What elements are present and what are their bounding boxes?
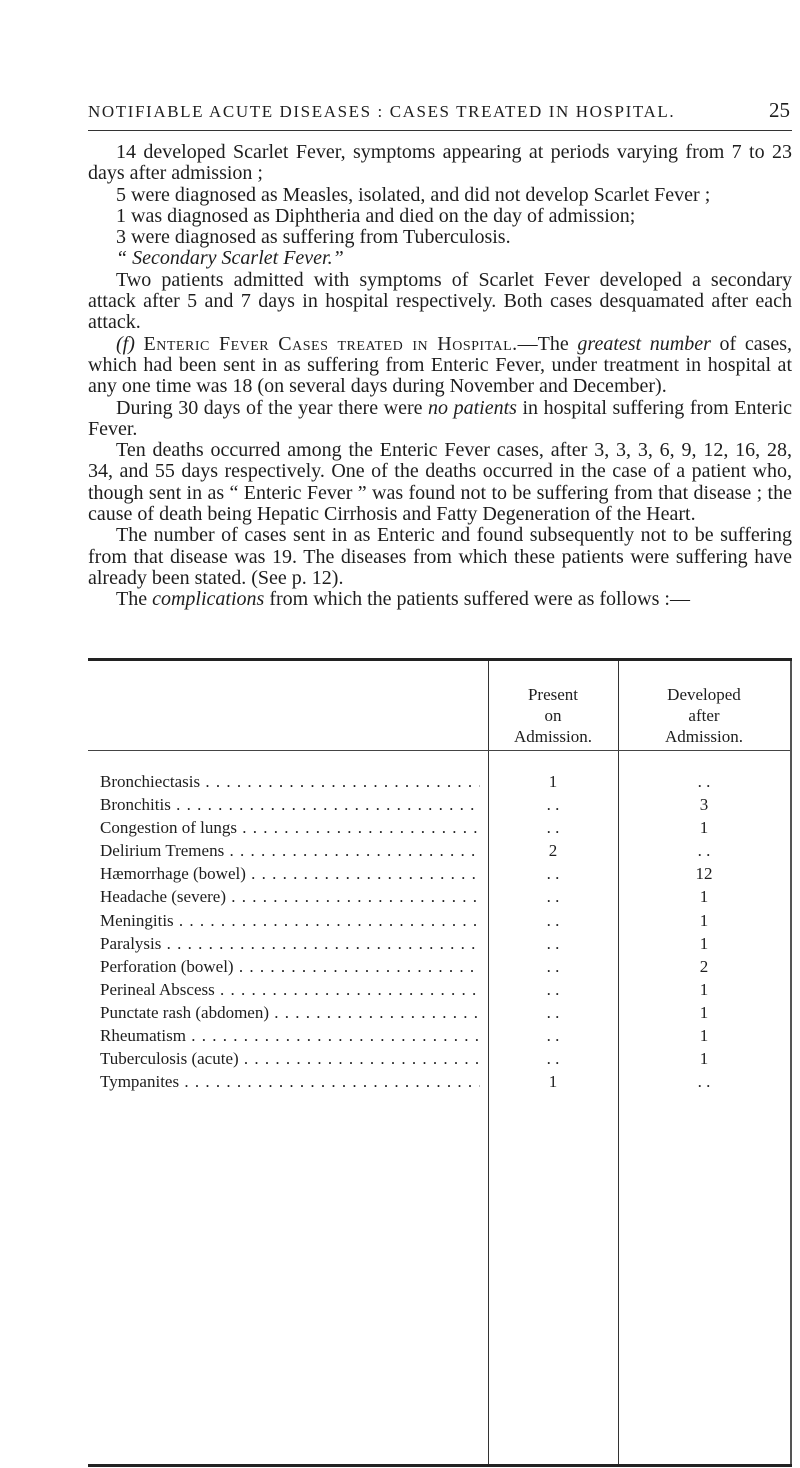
complication-name: Congestion of lungs . . . bbox=[100, 816, 480, 839]
present-on-admission: . . bbox=[546, 979, 560, 999]
table-row bbox=[88, 770, 790, 793]
paragraph-secondary-scarlet: Two patients admitted with symptoms of Scarlet Fever developed a secondary attack after 5 and 7 days in hospital respectively. Both cases desquamated after each attack. bbox=[88, 268, 792, 334]
table-row bbox=[88, 1047, 790, 1070]
complication-name: Bronchiectasis . . . bbox=[100, 770, 480, 793]
present-on-admission: . . bbox=[546, 1049, 560, 1069]
complication-name: Punctate rash (abdomen) . . . bbox=[100, 1001, 480, 1024]
table-row bbox=[88, 1024, 790, 1047]
table-top-rule bbox=[88, 658, 792, 661]
table-row bbox=[88, 862, 790, 885]
developed-after-admission: 1 bbox=[699, 979, 709, 999]
page-number: 25 bbox=[769, 98, 790, 122]
complication-name: Tuberculosis (acute) . . . bbox=[100, 1047, 480, 1070]
complications-text-start: The bbox=[116, 588, 148, 611]
paragraph-measles: 5 were diagnosed as Measles, isolated, and did not develop Scarlet Fever ; bbox=[116, 183, 711, 206]
table-bottom-rule bbox=[88, 1464, 792, 1467]
developed-after-admission: 1 bbox=[699, 1026, 709, 1046]
complication-name: Meningitis . . . bbox=[100, 909, 480, 932]
developed-after-admission: 12 bbox=[695, 864, 713, 884]
present-on-admission: 1 bbox=[548, 1072, 558, 1092]
emphasis-complications: complications bbox=[152, 588, 265, 611]
complication-name: Headache (severe) . . . bbox=[100, 885, 480, 908]
developed-after-admission: 2 bbox=[699, 956, 709, 976]
present-on-admission: . . bbox=[546, 887, 560, 907]
table-row bbox=[88, 793, 790, 816]
header-rule bbox=[88, 130, 792, 131]
header-line: after bbox=[688, 706, 720, 725]
complication-name: Delirium Tremens . . . bbox=[100, 839, 480, 862]
complications-text-end: from which the patients suffered were as follows :— bbox=[269, 588, 690, 611]
paragraph-no-patients bbox=[88, 398, 792, 441]
developed-after-admission: . . bbox=[697, 841, 711, 861]
table-row bbox=[88, 909, 790, 932]
paragraph-misdiagnosed: The number of cases sent in as Enteric and found subsequently not to be suffering from that disease was 19. The diseases from which these patients were suffering have already been stated. (See p. 12). bbox=[88, 524, 792, 589]
emphasis-greatest-number: greatest number bbox=[577, 332, 711, 355]
present-on-admission: . . bbox=[546, 910, 560, 930]
section-dash: —The bbox=[517, 332, 569, 355]
paragraph-scarlet-developed: 14 developed Scarlet Fever, symptoms appearing at periods varying from 7 to 23 days after admission ; bbox=[88, 141, 792, 185]
emphasis-no-patients: no patients bbox=[428, 396, 517, 419]
present-on-admission: . . bbox=[546, 956, 560, 976]
header-separator bbox=[88, 750, 790, 751]
section-letter: (f) bbox=[116, 332, 135, 355]
complication-name: Perforation (bowel) . . . bbox=[100, 955, 480, 978]
present-on-admission: . . bbox=[546, 933, 560, 953]
developed-after-admission: 1 bbox=[699, 933, 709, 953]
developed-after-admission: . . bbox=[697, 1072, 711, 1092]
running-title: NOTIFIABLE ACUTE DISEASES : CASES TREATED IN HOSPITAL. bbox=[88, 102, 676, 121]
header-line: Admission. bbox=[665, 727, 743, 746]
developed-after-admission: 1 bbox=[699, 818, 709, 838]
table-row bbox=[88, 885, 790, 908]
table-row bbox=[88, 1070, 790, 1093]
column-header-developed bbox=[618, 684, 790, 747]
paragraph-deaths: Ten deaths occurred among the Enteric Fever cases, after 3, 3, 3, 6, 9, 12, 16, 28, 34, and 55 days respectively. One of the deaths occurred in the case of a patient who, though sent in as “ Enteric Fever ” was found not to be suffering from that disease ; the cause of death being Hepatic Cirrhosis and Fatty Degeneration of the Heart. bbox=[88, 439, 792, 526]
table-row bbox=[88, 955, 790, 978]
present-on-admission: 1 bbox=[548, 772, 558, 791]
header-line: Developed bbox=[667, 685, 741, 704]
header-line: on bbox=[544, 706, 562, 725]
developed-after-admission: 1 bbox=[699, 910, 709, 930]
table-row bbox=[88, 932, 790, 955]
paragraph-complications bbox=[88, 589, 792, 610]
developed-after-admission: 1 bbox=[699, 887, 709, 907]
section-heading: Enteric Fever Cases treated in Hospital. bbox=[143, 332, 518, 355]
table-right-edge bbox=[790, 661, 792, 1464]
complication-name: Rheumatism . . . bbox=[100, 1024, 480, 1047]
present-on-admission: 2 bbox=[548, 841, 558, 861]
present-on-admission: . . bbox=[546, 795, 560, 815]
table-row bbox=[88, 978, 790, 1001]
developed-after-admission: 1 bbox=[699, 1002, 709, 1022]
running-head bbox=[88, 98, 792, 128]
complication-name: Paralysis . . . bbox=[100, 932, 480, 955]
present-on-admission: . . bbox=[546, 818, 560, 838]
paragraph-diphtheria: 1 was diagnosed as Diphtheria and died on the day of admission; bbox=[116, 204, 636, 227]
developed-after-admission: . . bbox=[697, 772, 711, 791]
paragraph-tuberculosis: 3 were diagnosed as suffering from Tuberculosis. bbox=[116, 226, 511, 249]
complication-name: Perineal Abscess . . . bbox=[100, 978, 480, 1001]
subheading-secondary-scarlet: “ Secondary Scarlet Fever.” bbox=[116, 247, 344, 270]
during-text-start: During 30 days of the year there were bbox=[116, 396, 423, 419]
header-line: Present bbox=[527, 685, 579, 704]
table-body bbox=[88, 770, 790, 1093]
header-line: Admission. bbox=[514, 727, 592, 746]
enteric-para-text: of cases, which had been sent in as suffering from Enteric Fever, under treatment in hospital at any one time was 18 (on several days during November and December). bbox=[88, 332, 793, 398]
table-row bbox=[88, 839, 790, 862]
present-on-admission: . . bbox=[546, 1002, 560, 1022]
column-header-present bbox=[488, 684, 618, 747]
complications-table bbox=[88, 658, 792, 1468]
table-row bbox=[88, 1001, 790, 1024]
body-text bbox=[88, 142, 792, 611]
table-row bbox=[88, 816, 790, 839]
complication-name: Tympanites . . . bbox=[100, 1070, 480, 1093]
developed-after-admission: 1 bbox=[699, 1049, 709, 1069]
complication-name: Bronchitis . . . bbox=[100, 793, 480, 816]
present-on-admission: . . bbox=[546, 1026, 560, 1046]
developed-after-admission: 3 bbox=[699, 795, 709, 815]
during-text-end: in hospital suffering from Enteric Fever. bbox=[88, 396, 792, 440]
present-on-admission: . . bbox=[546, 864, 560, 884]
complication-name: Hæmorrhage (bowel) . . . bbox=[100, 862, 480, 885]
paragraph-enteric-heading bbox=[88, 334, 792, 398]
